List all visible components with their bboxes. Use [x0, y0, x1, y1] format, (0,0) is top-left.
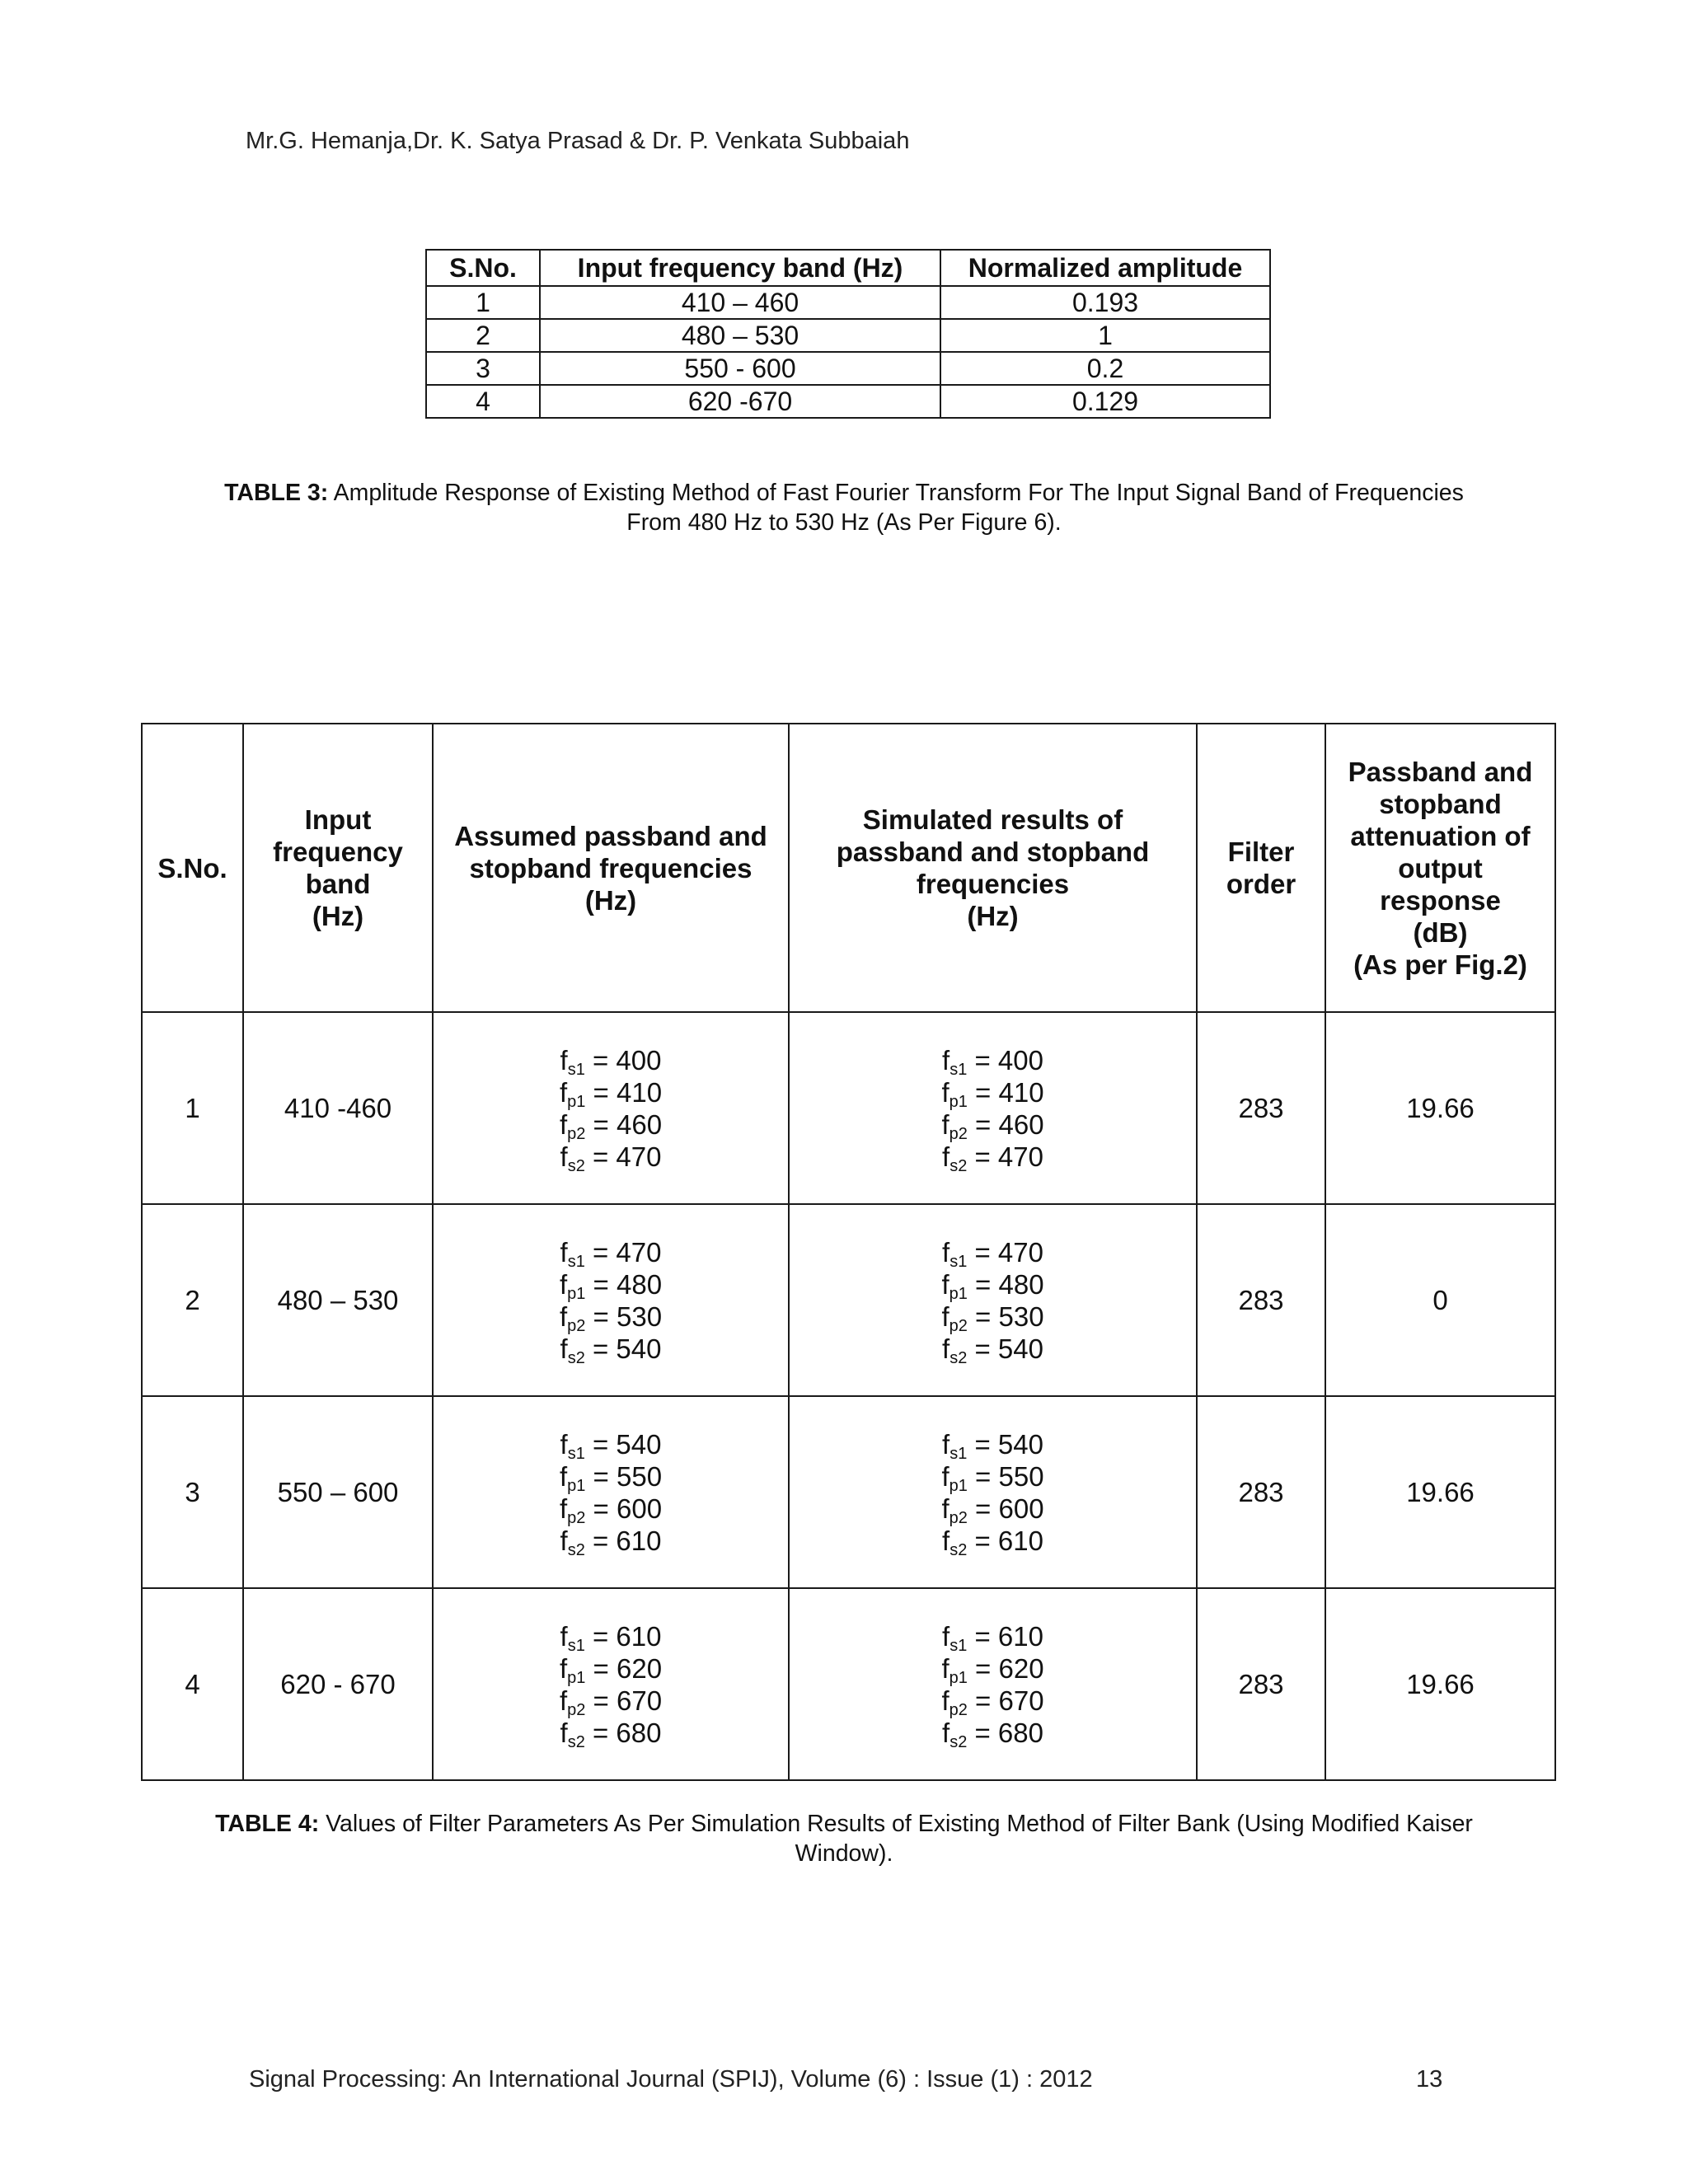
table-3-cell-band: 620 -670 [540, 385, 940, 418]
table-4-cell-order: 283 [1197, 1204, 1325, 1396]
table-4-cell-sno: 4 [142, 1588, 243, 1780]
table-4-header-band: Input frequency band (Hz) [243, 724, 433, 1012]
table-4-cell-assumed: $f_{s1} = 540$ $f_{p1} = 550$ $f_{p2} = 600$ $f_{s2} = 610$ [433, 1396, 789, 1588]
table-row [142, 1588, 1555, 1780]
table-4-cell-assumed: $f_{s1} = 400$ $f_{p1} = 410$ $f_{p2} = 460$ $f_{s2} = 470$ [433, 1012, 789, 1204]
table-4-cell-band: 620 - 670 [243, 1588, 433, 1780]
table-4-cell-order: 283 [1197, 1588, 1325, 1780]
table-4-cell-assumed: $f_{s1} = 610$ $f_{p1} = 620$ $f_{p2} = 670$ $f_{s2} = 680$ [433, 1588, 789, 1780]
table-3-header-sno: S.No. [426, 250, 540, 286]
table-row [142, 1204, 1555, 1396]
table-4-caption-text: Values of Filter Parameters As Per Simulation Results of Existing Method of Filter Bank (Using Modified Kaiser Window). [326, 1811, 1473, 1867]
table-4-cell-sno: 1 [142, 1012, 243, 1204]
table-3-amplitude-response [425, 249, 1271, 419]
table-4-cell-attenuation: 19.66 [1325, 1396, 1555, 1588]
table-row [426, 286, 1270, 319]
table-3-header-row [426, 250, 1270, 286]
table-3-cell-band: 550 - 600 [540, 352, 940, 385]
table-4-cell-order: 283 [1197, 1396, 1325, 1588]
table-row [426, 352, 1270, 385]
table-row [426, 385, 1270, 418]
table-4-cell-simulated: $f_{s1} = 610$ $f_{p1} = 620$ $f_{p2} = 670$ $f_{s2} = 680$ [789, 1588, 1197, 1780]
table-4-cell-simulated: $f_{s1} = 470$ $f_{p1} = 480$ $f_{p2} = 530$ $f_{s2} = 540$ [789, 1204, 1197, 1396]
table-3-cell-amplitude: 0.193 [940, 286, 1270, 319]
table-3-cell-sno: 1 [426, 286, 540, 319]
table-4-header-row [142, 724, 1555, 1012]
table-4-cell-attenuation: 19.66 [1325, 1012, 1555, 1204]
table-4-cell-attenuation: 0 [1325, 1204, 1555, 1396]
footer-journal-info: Signal Processing: An International Journal (SPIJ), Volume (6) : Issue (1) : 2012 [249, 2066, 1093, 2093]
table-3-cell-band: 480 – 530 [540, 319, 940, 352]
table-4-cell-attenuation: 19.66 [1325, 1588, 1555, 1780]
table-row [142, 1396, 1555, 1588]
footer-page-number: 13 [1416, 2066, 1443, 2093]
table-3-cell-sno: 2 [426, 319, 540, 352]
table-4-cell-sno: 3 [142, 1396, 243, 1588]
table-4-cell-sno: 2 [142, 1204, 243, 1396]
table-4-cell-band: 480 – 530 [243, 1204, 433, 1396]
table-4-cell-band: 550 – 600 [243, 1396, 433, 1588]
table-4-cell-band: 410 -460 [243, 1012, 433, 1204]
table-4-header-attenuation: Passband and stopband attenuation of output response (dB) (As per Fig.2) [1325, 724, 1555, 1012]
table-3-cell-amplitude: 0.2 [940, 352, 1270, 385]
table-3-cell-band: 410 – 460 [540, 286, 940, 319]
table-4-cell-order: 283 [1197, 1012, 1325, 1204]
running-header-authors: Mr.G. Hemanja,Dr. K. Satya Prasad & Dr. P. Venkata Subbaiah [246, 128, 910, 154]
table-3-header-amplitude: Normalized amplitude [940, 250, 1270, 286]
table-4-caption [198, 1809, 1490, 1868]
table-3-caption [198, 478, 1490, 537]
table-3-cell-sno: 4 [426, 385, 540, 418]
table-4-header-order: Filter order [1197, 724, 1325, 1012]
table-4-header-simulated: Simulated results of passband and stopband frequencies (Hz) [789, 724, 1197, 1012]
table-row [426, 319, 1270, 352]
table-3-cell-amplitude: 1 [940, 319, 1270, 352]
table-3-cell-amplitude: 0.129 [940, 385, 1270, 418]
table-3-caption-text: Amplitude Response of Existing Method of Fast Fourier Transform For The Input Signal Band of Frequencies From 480 Hz to 530 Hz (As Per Figure 6). [333, 480, 1464, 536]
table-4-caption-label: TABLE 4: [215, 1811, 320, 1837]
table-4-cell-assumed: $f_{s1} = 470$ $f_{p1} = 480$ $f_{p2} = 530$ $f_{s2} = 540$ [433, 1204, 789, 1396]
table-4-header-sno: S.No. [142, 724, 243, 1012]
table-4-header-assumed: Assumed passband and stopband frequencies (Hz) [433, 724, 789, 1012]
table-4-filter-parameters [141, 723, 1556, 1781]
table-4-cell-simulated: $f_{s1} = 400$ $f_{p1} = 410$ $f_{p2} = 460$ $f_{s2} = 470$ [789, 1012, 1197, 1204]
table-3-header-band: Input frequency band (Hz) [540, 250, 940, 286]
table-row [142, 1012, 1555, 1204]
table-3-cell-sno: 3 [426, 352, 540, 385]
table-4-cell-simulated: $f_{s1} = 540$ $f_{p1} = 550$ $f_{p2} = 600$ $f_{s2} = 610$ [789, 1396, 1197, 1588]
table-3-caption-label: TABLE 3: [224, 480, 329, 506]
